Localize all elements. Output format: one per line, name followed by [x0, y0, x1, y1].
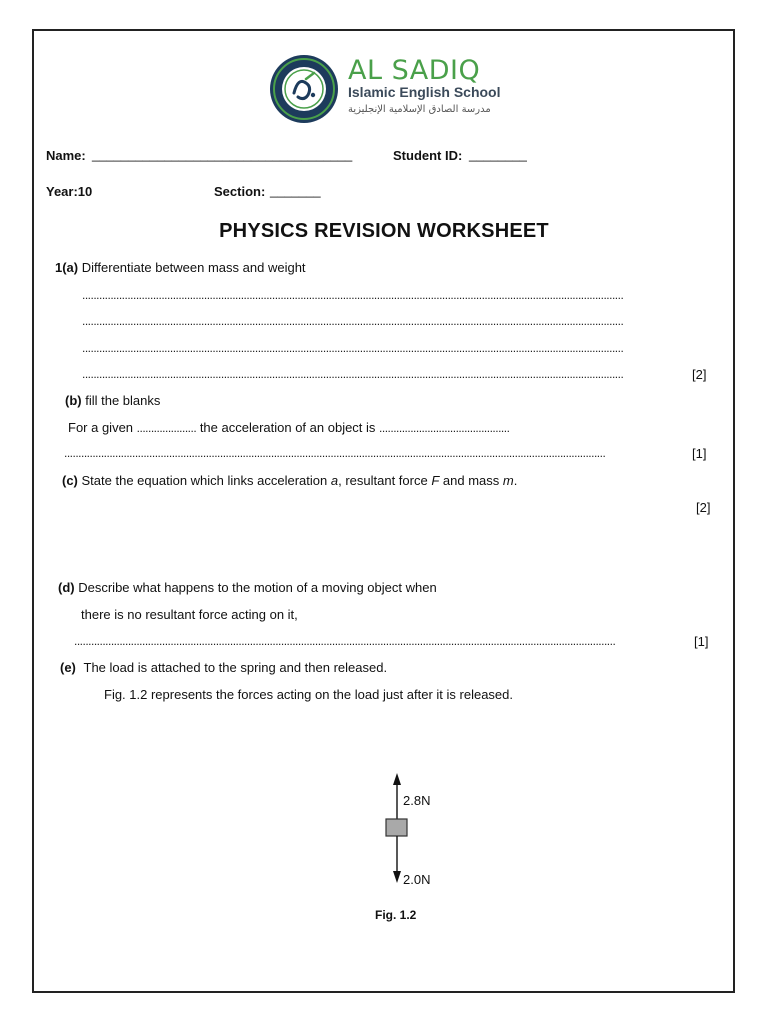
marks-label: [2]: [696, 500, 711, 515]
section-field[interactable]: _______: [270, 183, 321, 198]
load-block: [386, 819, 407, 836]
question-number: (c): [62, 473, 78, 488]
school-seal-logo: [268, 53, 340, 125]
blank-field[interactable]: ..............................................: [379, 421, 510, 435]
question-1a: [55, 260, 306, 275]
answer-line[interactable]: ...............................................................................................................................................................................................: [82, 288, 624, 302]
marks-label: [2]: [692, 367, 707, 382]
question-number: (b): [65, 393, 82, 408]
question-text: The load is attached to the spring and then released.: [83, 660, 388, 675]
figure-caption: Fig. 1.2: [375, 908, 417, 922]
answer-line[interactable]: ...............................................................................................................................................................................................: [82, 314, 624, 328]
sentence-start: For a given: [68, 420, 134, 435]
question-text: Differentiate between mass and weight: [81, 260, 306, 275]
name-field[interactable]: ____________________________________: [92, 147, 353, 162]
question-text: State the equation which links acceleration: [81, 473, 328, 488]
marks-label: [1]: [694, 634, 709, 649]
brand-name: AL SADIQ: [348, 55, 481, 86]
question-text: fill the blanks: [85, 393, 161, 408]
school-name-arabic: مدرسة الصادق الإسلامية الإنجليزية: [348, 104, 491, 115]
variable-a: a: [330, 473, 339, 488]
student-id-field[interactable]: ________: [469, 147, 527, 162]
answer-line[interactable]: ...............................................................................................................................................................................................: [82, 367, 624, 381]
question-1e: [60, 660, 387, 675]
fill-blank-sentence: [68, 420, 509, 435]
arrow-head-up: [393, 773, 401, 785]
question-number: 1(a): [55, 260, 79, 275]
question-1e-line-2: Fig. 1.2 represents the forces acting on the load just after it is released.: [104, 687, 513, 702]
upward-force-label: 2.8N: [403, 793, 431, 808]
question-1b: [65, 393, 160, 408]
worksheet-title: PHYSICS REVISION WORKSHEET: [219, 220, 549, 242]
answer-line[interactable]: ...............................................................................................................................................................................................: [64, 446, 606, 460]
variable-m: m: [502, 473, 514, 488]
marks-label: [1]: [692, 446, 707, 461]
name-label: Name:: [46, 148, 86, 163]
question-text: Describe what happens to the motion of a moving object when: [78, 580, 437, 595]
answer-line[interactable]: ...............................................................................................................................................................................................: [82, 341, 624, 355]
question-1d: [58, 580, 437, 595]
question-number: (d): [58, 580, 75, 595]
question-1d-line-2: there is no resultant force acting on it,: [81, 607, 298, 622]
section-label: Section:: [214, 184, 266, 199]
year-label: Year:10: [46, 184, 93, 199]
answer-line[interactable]: ...............................................................................................................................................................................................: [74, 634, 616, 648]
blank-field[interactable]: .....................: [136, 421, 197, 435]
question-number: (e): [60, 660, 76, 675]
arrow-head-down: [393, 871, 401, 883]
school-name: Islamic English School: [348, 84, 501, 100]
student-id-label: Student ID:: [393, 148, 463, 163]
sentence-mid: the acceleration of an object is: [199, 420, 376, 435]
question-1c: (c) State the equation which links acceleration a, resultant force F and mass m.: [62, 473, 518, 488]
downward-force-label: 2.0N: [403, 872, 431, 887]
variable-f: F: [431, 473, 440, 488]
